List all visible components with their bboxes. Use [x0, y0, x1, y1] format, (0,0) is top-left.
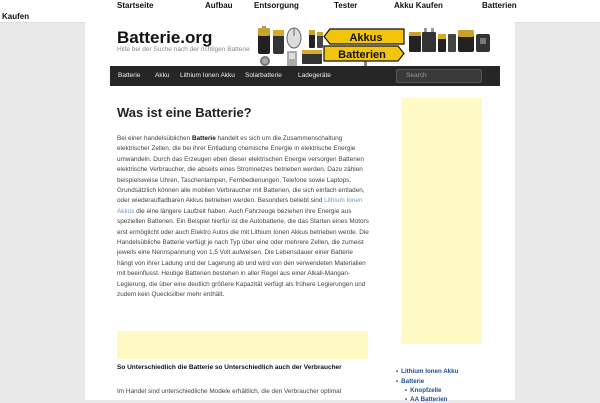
- post-title: Was ist eine Batterie?: [117, 105, 252, 120]
- banner-sign-akkus: Akkus: [349, 32, 383, 44]
- bullet-icon: •: [405, 396, 408, 403]
- nav-akku[interactable]: Akku: [155, 72, 170, 79]
- ad-banner-content[interactable]: [117, 331, 368, 359]
- topnav-startseite[interactable]: Startseite: [117, 1, 154, 10]
- header-banner: [254, 24, 500, 68]
- nav-batterie[interactable]: Batterie: [118, 72, 141, 79]
- topnav-akku-kaufen[interactable]: Akku Kaufen: [394, 1, 443, 10]
- nav-ladegeraete[interactable]: Ladegeräte: [298, 72, 331, 79]
- topnav-batterien-kaufen[interactable]: Batterien: [482, 1, 517, 10]
- main-navigation: [110, 66, 500, 86]
- topnav-entsorgung[interactable]: Entsorgung: [254, 1, 299, 10]
- banner-sign-batterien: Batterien: [338, 49, 386, 61]
- bullet-icon: •: [396, 368, 399, 375]
- nav-lithium-ionen-akku[interactable]: Lithium Ionen Akku: [180, 72, 235, 79]
- bullet-icon: •: [405, 387, 408, 394]
- site-tagline: Hilfe bei der Suche nach der richtigen Batterie: [117, 46, 250, 53]
- site-title[interactable]: Batterie.org: [117, 28, 213, 47]
- link-lithium-ionen-akkus[interactable]: Lithium Ionen Akkus: [117, 197, 363, 215]
- nav-solarbatterie[interactable]: Solarbatterie: [245, 72, 282, 79]
- sidebar-item-batterie[interactable]: • Batterie: [396, 378, 425, 385]
- topnav-batterien-kaufen-wrap[interactable]: Kaufen: [2, 12, 30, 21]
- sidebar-item-knopfzelle[interactable]: • Knopfzelle: [405, 387, 442, 394]
- ad-sidebar[interactable]: [402, 98, 482, 344]
- bold-term-batterie: Batterie: [191, 135, 216, 142]
- article-subheading: So Unterschiedlich die Batterie so Unterschiedlich auch der Verbraucher: [117, 364, 342, 371]
- article-paragraph: Bei einer handelsüblichen Batterie handelt es sich um die Zusammenschaltung elektrischer Zellen, die bei ihrer Entladung chemische Energie in elektrische Energie umwandeln. Durch das Erzeugen eben dieser elektrischen Energie versorgen Batterien elektrische Verbraucher, die abseits eines Stromnetzes betrieben werden. Dazu zählen beispielsweise Uhren, Taschenlampen, Fernbedienungen, Telefone sowie Laptops. Grundsätzlich können alle mobilen Verbraucher mit Batterien, die sich einfach entladen, oder wiederaufladbaren Akkus betrieben werden. Besonders beliebt sind Lithium Ionen Akkus die eine längere Laufzeit haben. Auch Fahrzeuge beziehen ihre Energie aus speziellen Batterien. Ein Beispiel hierfür ist die Autobatterie, die das Starten eines Motors erst ermöglicht oder auch Elektro Autos die mit Lithium Ionen Akkus betrieben werde. Die Handelsübliche Batterie verfügt je nach Typ über eine oder mehrere Zellen, die zumeist jeweils eine Nennspannung von 1,5 Volt aufweisen. Die Lebensdauer einer Batterie hängt von ihrer Ladung und der Lagerung ab und wird von den verwendeten Materialien mit beeinflusst. Heutige Batterien bestehen in aller Regel aus einer Alkali-Mangan-Legierung, die über eine deutlich größere Kapazität verfügt als frühere Legierungen und zudem kein Quecksilber mehr enthält.: [117, 135, 369, 299]
- top-navigation: [0, 0, 600, 23]
- article-paragraph-2: Im Handel sind unterschiedliche Modele erhältlich, die den Verbraucher optimal: [117, 388, 342, 395]
- sidebar-item-lithium-ionen-akku[interactable]: • Lithium Ionen Akku: [396, 368, 459, 375]
- topnav-tester[interactable]: Tester: [334, 1, 358, 10]
- bullet-icon: •: [396, 378, 399, 385]
- search-input[interactable]: Search: [396, 69, 482, 83]
- topnav-aufbau[interactable]: Aufbau: [205, 1, 233, 10]
- sidebar-item-aa-batterien[interactable]: • AA Batterien: [405, 396, 448, 403]
